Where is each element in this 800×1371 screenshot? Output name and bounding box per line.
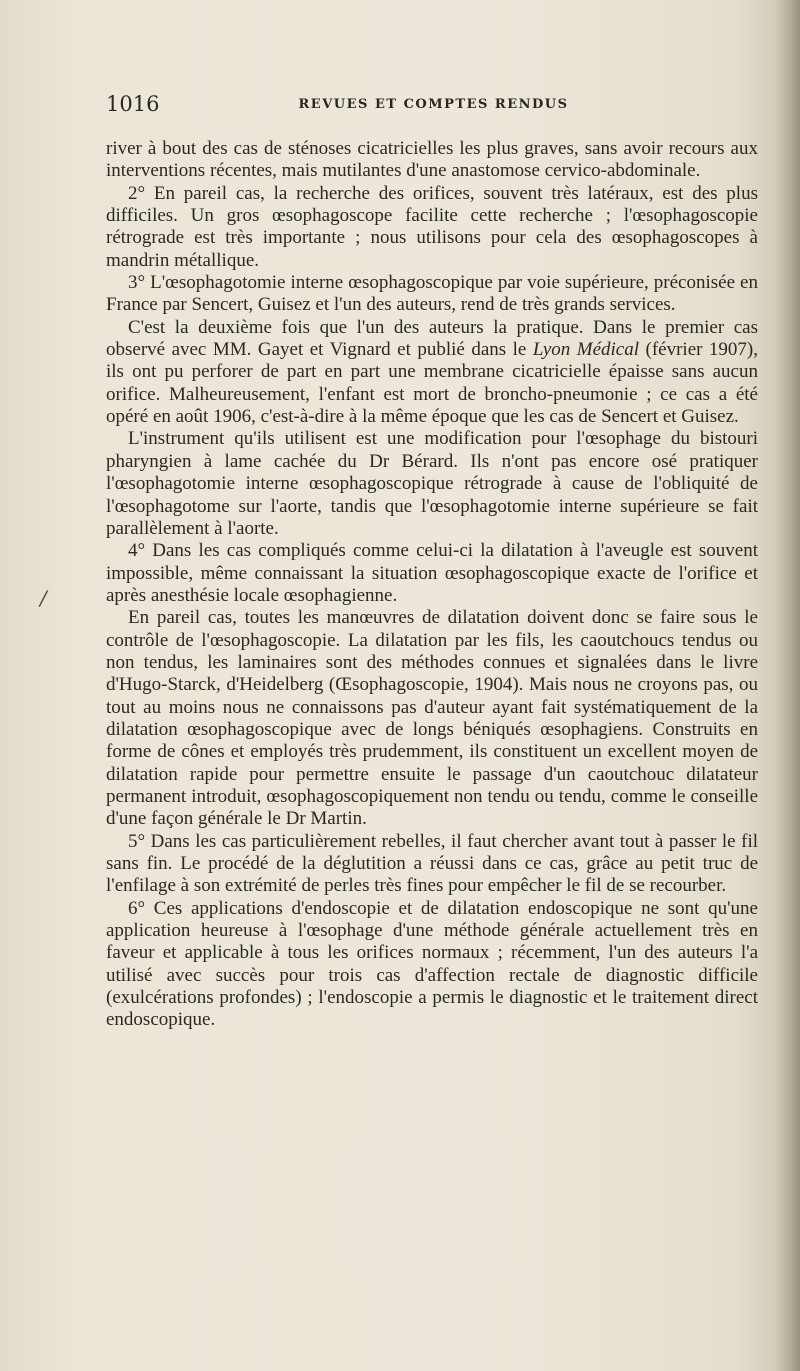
- paragraph-continuation: river à bout des cas de sténoses cicatricielles les plus graves, sans avoir recours aux interventions récentes, mais mutilantes d'une anastomose cervico-abdominale.: [106, 138, 758, 182]
- paragraph-point-6: 6° Ces applications d'endoscopie et de dilatation endoscopique ne sont qu'une application heureuse à l'œsophage d'une méthode générale actuellement très en faveur et applicable à tous les orifices normaux ; récemment, l'un des auteurs l'a utilisé avec succès pour trois cas d'affection rectale de diagnostic difficile (exulcérations profondes) ; l'endoscopie a permis le diagnostic et le traitement direct endoscopique.: [106, 897, 758, 1031]
- paragraph-point-4: 4° Dans les cas compliqués comme celui-ci la dilatation à l'aveugle est souvent impossible, même connaissant la situation œsophagoscopique exacte de l'orifice et après anesthésie locale œsophagienne.: [106, 540, 758, 606]
- margin-mark: /: [40, 586, 47, 610]
- journal-title-lyon-medical: Lyon Médical: [532, 339, 640, 361]
- page-number: 1016: [106, 92, 160, 116]
- page-edge-shadow: [774, 0, 800, 1371]
- paragraph-dilatation: En pareil cas, toutes les manœuvres de dilatation doivent donc se faire sous le contrôle de l'œsophagoscopie. La dilatation par les fils, les caoutchoucs tendus ou non tendus, les laminaires sont des méthodes connues et signalées dans le livre d'Hugo-Starck, d'Heidelberg (Œsophagoscopie, 1904). Mais nous ne croyons pas, ou tout au moins nous ne connaissons pas d'auteur ayant fait systématiquement de la dilatation œsophagoscopique avec de longs béniqués œsophagiens. Construits en forme de cônes et employés très prudemment, ils constituent un excellent moyen de dilatation rapide pour permettre ensuite le passage d'un caoutchouc dilatateur permanent introduit, œsophagoscopiquement non tendu ou tendu, comme le conseille d'une façon générale le Dr Martin.: [106, 607, 758, 830]
- page-header: [106, 92, 761, 120]
- paragraph-point-2: 2° En pareil cas, la recherche des orifices, souvent très latéraux, est des plus difficiles. Un gros œsophagoscope facilite cette recherche ; l'œsophagoscopie rétrograde est très importante ; nous utilisons pour cela des œsophagoscopes à mandrin métallique.: [106, 182, 758, 271]
- paragraph-second-time: [106, 317, 758, 429]
- paragraph-second-time-rest: (février 1907), ils ont pu perforer de part en part une membrane cicatricielle épaisse sans aucun orifice. Malheureusement, l'enfant est mort de broncho-pneumonie ; ce cas a été opéré en août 1906, c'est-à-dire à la même époque que les cas de Sencert et Guisez.: [106, 339, 759, 428]
- article-body: [106, 138, 758, 1032]
- paragraph-second-time-lead: C'est la deuxième fois que l'un des auteurs la pratique. Dans le premier cas observé avec MM. Gayet et Vignard et publié dans le: [106, 316, 758, 361]
- paragraph-point-3: 3° L'œsophagotomie interne œsophagoscopique par voie supérieure, préconisée en France par Sencert, Guisez et l'un des auteurs, rend de très grands services.: [106, 272, 758, 316]
- paragraph-point-5: 5° Dans les cas particulièrement rebelles, il faut chercher avant tout à passer le fil sans fin. Le procédé de la déglutition a réussi dans ce cas, grâce au petit truc de l'enfilage à son extrémité de perles très fines pour empêcher le fil de se recourber.: [106, 830, 758, 897]
- paragraph-instrument: L'instrument qu'ils utilisent est une modification pour l'œsophage du bistouri pharyngien à lame cachée du Dr Bérard. Ils n'ont pas encore osé pratiquer l'œsophagotomie interne œsophagoscopique rétrograde à cause de l'obliquité de l'œsophagotome sur l'aorte, tandis que l'œsophagotomie interne supérieure se fait parallèlement à l'aorte.: [106, 428, 758, 539]
- running-title: REVUES ET COMPTES RENDUS: [298, 97, 569, 112]
